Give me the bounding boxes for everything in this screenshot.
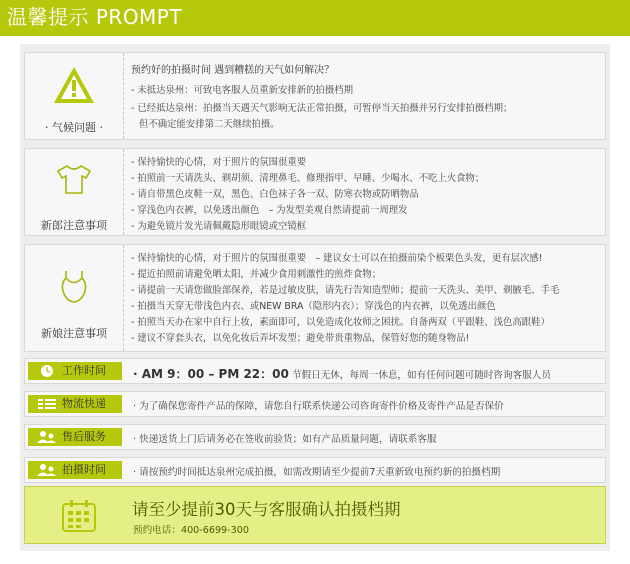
people-icon <box>36 430 58 444</box>
groom-line: - 拍照前一天请洗头、剃胡须、清理鼻毛、修理指甲、早睡、少喝水、不吃上火食物； <box>131 173 485 184</box>
work-note: 节假日无休，每周一休息，如有任何问题可随时咨询客服人员 <box>291 370 551 381</box>
bride-label-cell <box>25 245 124 351</box>
weather-line: - 已经抵达泉州：拍摄当天遇天气影响无法正常拍摄，可暂停当天拍摄并另行安排拍摄档期； <box>131 103 513 114</box>
groom-line: - 请自带黑色皮鞋一双，黑色、白色袜子各一双、防寒衣物或防晒物品 <box>131 189 419 200</box>
after-sales-row <box>24 424 606 450</box>
tshirt-icon <box>54 163 94 195</box>
weather-label: · 气候问题 · <box>45 121 103 134</box>
work-time-label-box <box>28 362 122 380</box>
weather-line: 但不确定能安排第二天继续拍摄。 <box>139 119 280 130</box>
bride-line: - 请提前一天请您做脸部保养，若是过敏皮肤，请先行告知造型师；提前一天洗头、美甲、剃腋毛、手毛 <box>131 285 560 296</box>
express-row <box>24 391 606 417</box>
booking-phone: 预约电话：400-6699-300 <box>133 525 249 536</box>
groom-content <box>123 149 605 235</box>
bride-line: - 提近拍照前请避免晒太阳，并减少食用刺激性的煎炸食物； <box>131 269 382 280</box>
groom-section <box>24 148 606 236</box>
work-time-value <box>133 365 551 382</box>
calendar-icon <box>61 499 97 533</box>
clock-icon <box>36 364 58 378</box>
header-bar <box>0 0 630 36</box>
page-title: 温馨提示 PROMPT <box>7 5 183 29</box>
work-time-row <box>24 358 606 384</box>
shoot-time-label: 拍摄时间 <box>62 463 106 476</box>
shoot-time-text: · 请按预约时间抵达泉州完成拍摄，如需改期请至少提前7天重新致电预约新的拍摄档期 <box>133 467 501 478</box>
weather-label-cell <box>25 53 124 139</box>
bride-content <box>123 245 605 351</box>
after-sales-label: 售后服务 <box>62 430 106 443</box>
groom-line: - 穿浅色内衣裤，以免透出颜色 – 为发型美观自然请提前一周理发 <box>131 205 408 216</box>
work-hours: · AM 9：00 – PM 22：00 <box>133 367 289 381</box>
groom-label: 新郎注意事项 <box>41 219 107 232</box>
list-icon <box>36 397 58 411</box>
after-sales-label-box <box>28 428 122 446</box>
bride-label: 新娘注意事项 <box>41 327 107 340</box>
weather-question: 预约好的拍摄时间 遇到糟糕的天气如何解决？ <box>131 65 335 76</box>
bride-line: - 拍照当天办在家中自行上妆，素面即可，以免造成化妆师之困扰。自备两双（平跟鞋、浅色高跟鞋） <box>131 317 550 328</box>
bride-line: - 拍摄当天穿无带浅色内衣、或NEW BRA（隐形内衣）；穿浅色的内衣裤，以免透出颜色 <box>131 301 496 312</box>
prompt-panel <box>20 44 610 551</box>
booking-banner <box>24 486 606 544</box>
work-time-label: 工作时间 <box>62 364 106 377</box>
bride-line: - 建议不穿套头衣，以免化妆后弄坏发型；避免带贵重物品，保管好您的随身物品! <box>131 333 470 344</box>
express-text: · 为了确保您寄件产品的保障，请您自行联系快递公司咨询寄件价格及寄件产品是否保价 <box>133 401 504 412</box>
shoot-time-row <box>24 457 606 483</box>
dress-icon <box>54 269 94 305</box>
bride-line: - 保持愉快的心情，对于照片的氛围很重要 – 建议女士可以在拍摄前染个板栗色头发，更有层次感! <box>131 253 543 264</box>
groom-label-cell <box>25 149 124 235</box>
groom-line: - 保持愉快的心情，对于照片的氛围很重要 <box>131 157 307 168</box>
weather-content <box>123 53 605 139</box>
people-icon <box>36 463 58 477</box>
express-label: 物流快递 <box>62 397 106 410</box>
weather-line: - 未抵达泉州：可致电客服人员重新安排新的拍摄档期 <box>131 85 353 96</box>
booking-headline: 请至少提前30天与客服确认拍摄档期 <box>132 500 401 519</box>
bride-section <box>24 244 606 352</box>
weather-section <box>24 52 606 140</box>
express-label-box <box>28 395 122 413</box>
warning-icon <box>52 65 96 105</box>
groom-line: - 为避免镜片发光请佩戴隐形眼镜或空镜框 <box>131 221 307 232</box>
shoot-time-label-box <box>28 461 122 479</box>
after-sales-text: · 快递送货上门后请务必在签收前验货；如有产品质量问题，请联系客服 <box>133 434 437 445</box>
